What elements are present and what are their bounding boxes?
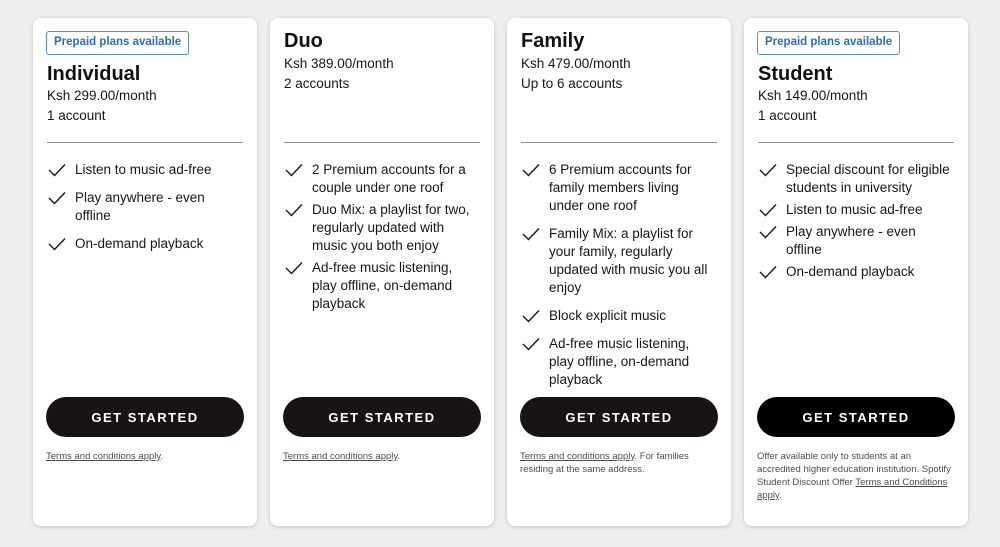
feature-text: 2 Premium accounts for a couple under one roof — [312, 162, 466, 195]
check-icon — [522, 163, 540, 177]
divider — [47, 142, 243, 143]
plan-header — [758, 18, 954, 142]
terms-suffix: . For families residing at the same address. — [520, 451, 689, 475]
check-icon — [48, 191, 66, 205]
plan-price: Ksh 479.00/month — [521, 56, 631, 71]
terms-link[interactable]: Terms and conditions apply — [520, 451, 635, 462]
plan-name: Individual — [47, 63, 141, 85]
feature-item — [47, 189, 243, 225]
feature-item — [47, 161, 243, 179]
plan-card-duo — [270, 18, 494, 526]
feature-text: On-demand playback — [75, 236, 204, 251]
terms-link[interactable]: Terms and conditions apply — [283, 451, 398, 462]
feature-text: Play anywhere - even offline — [75, 190, 205, 223]
feature-item — [521, 161, 717, 215]
feature-list — [521, 161, 717, 399]
plan-header — [47, 18, 243, 142]
plan-accounts: 2 accounts — [284, 76, 350, 91]
plan-name: Duo — [284, 30, 323, 52]
feature-text: Listen to music ad-free — [786, 202, 923, 217]
feature-text: On-demand playback — [786, 264, 915, 279]
terms-suffix: . — [779, 490, 782, 501]
feature-item — [284, 201, 480, 255]
check-icon — [759, 265, 777, 279]
terms-text — [520, 450, 718, 476]
check-icon — [285, 261, 303, 275]
check-icon — [522, 227, 540, 241]
feature-item — [521, 225, 717, 297]
terms-suffix: . — [160, 451, 164, 462]
check-icon — [759, 225, 777, 239]
feature-text: Duo Mix: a playlist for two, regularly updated with music you both enjoy — [312, 202, 470, 253]
feature-item — [758, 263, 954, 281]
feature-text: Listen to music ad-free — [75, 162, 212, 177]
check-icon — [48, 163, 66, 177]
feature-item — [521, 307, 717, 325]
divider — [521, 142, 717, 143]
feature-item — [758, 201, 954, 219]
feature-text: Play anywhere - even offline — [786, 224, 916, 257]
feature-item — [47, 235, 243, 253]
terms-text — [757, 450, 955, 502]
feature-text: Ad-free music listening, play offline, on-demand playback — [312, 260, 453, 311]
feature-list — [284, 161, 480, 317]
feature-item — [758, 161, 954, 197]
feature-item — [758, 223, 954, 259]
check-icon — [48, 237, 66, 251]
check-icon — [522, 309, 540, 323]
plan-price: Ksh 149.00/month — [758, 88, 868, 103]
prepaid-badge: Prepaid plans available — [757, 31, 900, 55]
feature-item — [284, 259, 480, 313]
terms-suffix: . — [397, 451, 401, 462]
get-started-button[interactable]: GET STARTED — [46, 397, 244, 437]
divider — [758, 142, 954, 143]
feature-list — [47, 161, 243, 263]
terms-text — [283, 450, 481, 463]
prepaid-badge: Prepaid plans available — [46, 31, 189, 55]
terms-link[interactable]: Terms and conditions apply — [46, 451, 161, 462]
feature-text: Block explicit music — [549, 308, 667, 323]
plan-card-individual — [33, 18, 257, 526]
plan-accounts: 1 account — [758, 108, 817, 123]
terms-prefix: Offer available only to students at an accredited higher education institution. Spotify Student Discount Offer — [757, 451, 951, 488]
feature-text: 6 Premium accounts for family members living under one roof — [549, 162, 692, 213]
plan-name: Student — [758, 63, 833, 85]
get-started-button[interactable]: GET STARTED — [757, 397, 955, 437]
plan-accounts: Up to 6 accounts — [521, 76, 623, 91]
plan-price: Ksh 389.00/month — [284, 56, 394, 71]
feature-item — [284, 161, 480, 197]
plan-price: Ksh 299.00/month — [47, 88, 157, 103]
get-started-button[interactable]: GET STARTED — [520, 397, 718, 437]
feature-list — [758, 161, 954, 285]
plan-header — [521, 18, 717, 142]
plan-accounts: 1 account — [47, 108, 106, 123]
terms-link[interactable]: Terms and Conditions apply — [757, 477, 948, 501]
plan-name: Family — [521, 30, 585, 52]
check-icon — [285, 163, 303, 177]
get-started-button[interactable]: GET STARTED — [283, 397, 481, 437]
check-icon — [522, 337, 540, 351]
plan-card-student — [744, 18, 968, 526]
check-icon — [759, 203, 777, 217]
divider — [284, 142, 480, 143]
check-icon — [285, 203, 303, 217]
feature-item — [521, 335, 717, 389]
check-icon — [759, 163, 777, 177]
terms-text — [46, 450, 244, 463]
plan-card-family — [507, 18, 731, 526]
feature-text: Ad-free music listening, play offline, on-demand playback — [549, 336, 690, 387]
feature-text: Special discount for eligible students in university — [786, 162, 950, 195]
feature-text: Family Mix: a playlist for your family, regularly updated with music you all enjoy — [549, 226, 708, 295]
plan-header — [284, 18, 480, 142]
